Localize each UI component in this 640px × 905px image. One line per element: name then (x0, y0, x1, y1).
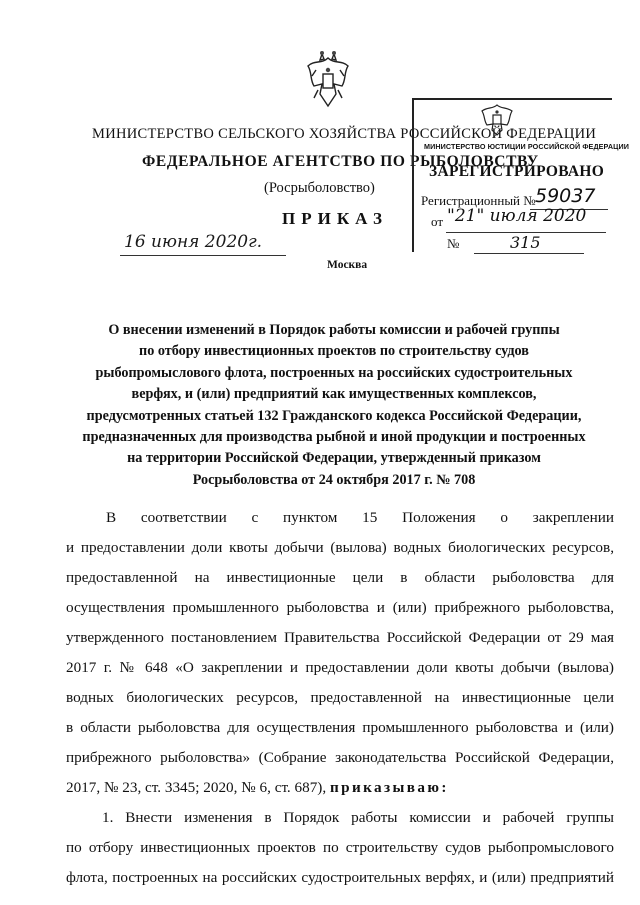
stamp-num-underline (474, 253, 584, 254)
date-underline (120, 255, 286, 256)
body-line: 2017 г. № 648 «О закреплении и предоставлении доли квоты добычи (вылова) (66, 659, 614, 676)
stamp-emblem-icon (478, 101, 516, 137)
title-line: предусмотренных статьей 132 Гражданского кодекса Российской Федерации, (86, 407, 582, 424)
body-line: и предоставлении доли квоты добычи (вылова) водных биологических ресурсов, (66, 539, 614, 556)
title-line: О внесении изменений в Порядок работы комиссии и рабочей группы (108, 322, 560, 338)
body-line-last (66, 773, 614, 803)
body-line: прибрежного рыболовства» (Собрание законодательства Российской Федерации, (66, 749, 614, 766)
title-line: на территории Российской Федерации, утвержденный приказом (127, 450, 541, 467)
title-line: по отбору инвестиционных проектов по строительству судов (139, 343, 529, 360)
body-line: В соответствии с пунктом 15 Положения о закреплении (106, 509, 614, 526)
document-type: ПРИКАЗ (282, 209, 388, 228)
city-name: Москва (327, 259, 368, 271)
body-line-text: 2017, № 23, ст. 3345; 2020, № 6, ст. 687), (66, 779, 327, 796)
agency-abbreviation: (Росрыболовство) (264, 180, 375, 196)
stamp-registered: ЗАРЕГИСТРИРОВАНО (429, 163, 605, 180)
stamp-num-label: № (447, 236, 460, 251)
stamp-date-value: "21" июля 2020 (447, 206, 587, 226)
title-line: рыбопромыслового флота, построенных на российских судостроительных (95, 364, 573, 381)
document-title (74, 320, 594, 491)
stamp-ministry: МИНИСТЕРСТВО ЮСТИЦИИ РОССИЙСКОЙ ФЕДЕРАЦИИ (424, 142, 629, 151)
command-word: приказываю: (329, 779, 449, 796)
stamp-regno-value: 59037 (535, 185, 596, 207)
ministry-name: МИНИСТЕРСТВО СЕЛЬСКОГО ХОЗЯЙСТВА РОССИЙСКОЙ ФЕДЕРАЦИИ (92, 126, 597, 142)
paragraph-1 (66, 503, 614, 803)
body-line: флота, построенных на российских судостроительных верфях, и (или) предприятий (66, 869, 614, 886)
document-body (66, 503, 614, 893)
body-line: осуществления промышленного рыболовства и (или) прибрежного рыболовства, (66, 599, 614, 616)
body-line: в области рыболовства для осуществления промышленного рыболовства и (или) (66, 719, 614, 736)
coat-of-arms-emblem (302, 50, 354, 112)
stamp-from-label: от (431, 214, 444, 229)
title-line: предназначенных для производства рыбной и иной продукции и построенных (82, 429, 586, 446)
stamp-num-value: 315 (510, 233, 541, 252)
body-line: предоставленной на инвестиционные цели в области рыболовства для (66, 569, 614, 586)
body-line: водных биологических ресурсов, предоставленной на инвестиционные цели (66, 689, 614, 706)
body-line: по отбору инвестиционных проектов по строительству судов рыбопромыслового (66, 839, 614, 856)
body-line: 1. Внести изменения в Порядок работы комиссии и рабочей группы (102, 809, 614, 826)
body-line: утвержденного постановлением Правительства Российской Федерации от 29 мая (66, 629, 614, 646)
handwritten-date: 16 июня 2020г. (124, 232, 263, 252)
agency-name: ФЕДЕРАЛЬНОЕ АГЕНТСТВО ПО РЫБОЛОВСТВУ (142, 153, 539, 170)
paragraph-2 (66, 803, 614, 893)
title-line: Росрыболовства от 24 октября 2017 г. № 708 (192, 471, 476, 488)
title-line: верфях, и (или) предприятий как имущественных комплексов, (131, 386, 537, 403)
stamp-regno-label: Регистрационный № (421, 193, 536, 208)
